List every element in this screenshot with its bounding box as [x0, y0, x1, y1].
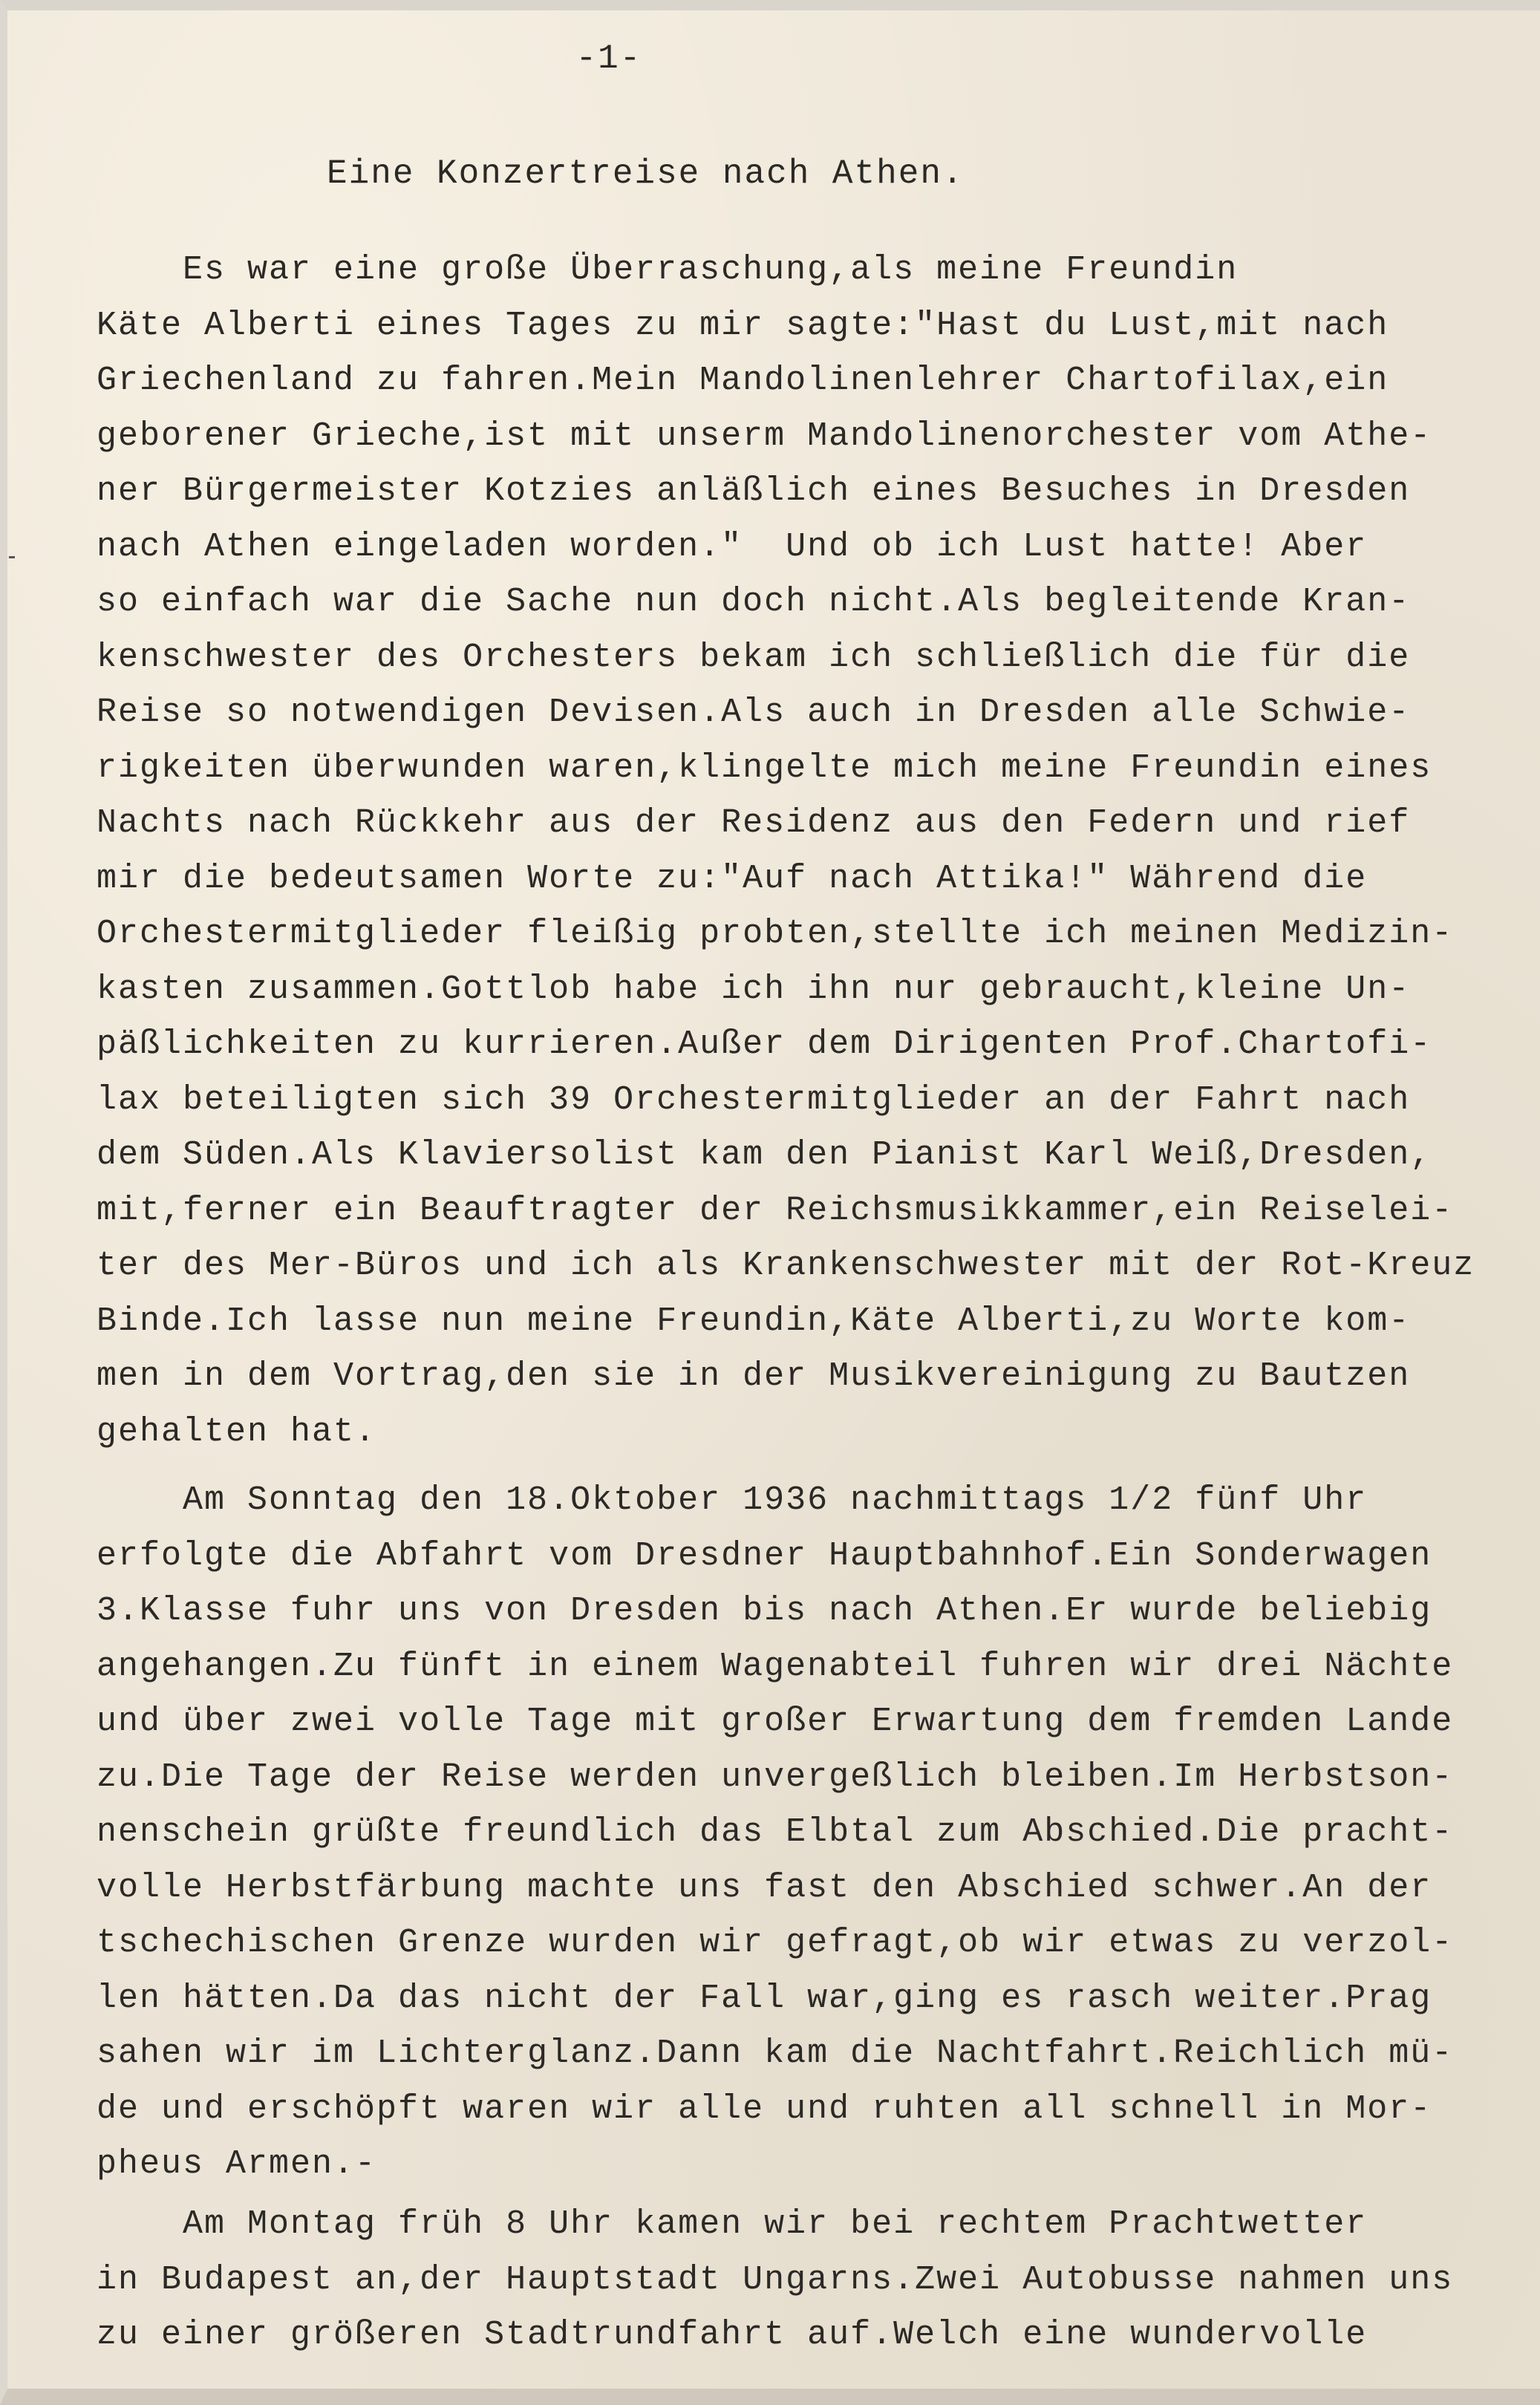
text-line: angehangen.Zu fünft in einem Wagenabteil fuhren wir drei Nächte	[97, 1647, 1454, 1686]
paragraph-1	[97, 243, 1537, 1460]
text-line: in Budapest an,der Hauptstadt Ungarns.Zwei Autobusse nahmen uns	[97, 2260, 1454, 2299]
text-line: Griechenland zu fahren.Mein Mandolinenlehrer Chartofilax,ein	[97, 362, 1389, 399]
text-line: so einfach war die Sache nun doch nicht.Als begleitende Kran-	[97, 583, 1411, 621]
text-line: 3.Klasse fuhr uns von Dresden bis nach Athen.Er wurde beliebig	[97, 1592, 1432, 1630]
text-line: Am Sonntag den 18.Oktober 1936 nachmittags 1/2 fünf Uhr	[97, 1481, 1368, 1519]
text-line: dem Süden.Als Klaviersolist kam den Pianist Karl Weiß,Dresden,	[97, 1136, 1432, 1174]
text-line: de und erschöpft waren wir alle und ruhten all schnell in Mor-	[97, 2089, 1432, 2128]
text-line: Es war eine große Überraschung,als meine Freundin	[97, 251, 1239, 289]
text-line: päßlichkeiten zu kurrieren.Außer dem Dirigenten Prof.Chartofi-	[97, 1025, 1432, 1063]
text-line: geborener Grieche,ist mit unserm Mandolinenorchester vom Athe-	[97, 417, 1432, 455]
text-line: und über zwei volle Tage mit großer Erwartung dem fremden Lande	[97, 1703, 1454, 1740]
margin-mark	[9, 556, 15, 558]
text-line: kenschwester des Orchesters bekam ich schließlich die für die	[97, 638, 1411, 676]
text-line: Reise so notwendigen Devisen.Als auch in Dresden alle Schwie-	[97, 694, 1411, 731]
text-line: nenschein grüßte freundlich das Elbtal zum Abschied.Die pracht-	[97, 1813, 1454, 1851]
page-number: -1-	[575, 39, 642, 78]
text-line: ner Bürgermeister Kotzies anläßlich eines Besuches in Dresden	[97, 472, 1411, 510]
document-title: Eine Konzertreise nach Athen.	[327, 154, 965, 193]
text-line: Am Montag früh 8 Uhr kamen wir bei rechtem Prachtwetter	[97, 2205, 1368, 2243]
text-line: lax beteiligten sich 39 Orchestermitglieder an der Fahrt nach	[97, 1080, 1411, 1119]
text-line: nach Athen eingeladen worden." Und ob ich Lust hatte! Aber	[97, 527, 1368, 566]
text-line: Orchestermitglieder fleißig probten,stellte ich meinen Medizin-	[97, 915, 1454, 953]
paragraph-3	[97, 2197, 1537, 2363]
text-line: mir die bedeutsamen Worte zu:"Auf nach Attika!" Während die	[97, 859, 1368, 898]
typewritten-page	[7, 10, 1540, 2389]
text-line: ter des Mer-Büros und ich als Krankenschwester mit der Rot-Kreuz	[97, 1247, 1475, 1285]
text-line: pheus Armen.-	[97, 2145, 377, 2183]
text-line: tschechischen Grenze wurden wir gefragt,ob wir etwas zu verzol-	[97, 1924, 1454, 1962]
text-line: rigkeiten überwunden waren,klingelte mich meine Freundin eines	[97, 748, 1432, 787]
text-line: kasten zusammen.Gottlob habe ich ihn nur gebraucht,kleine Un-	[97, 970, 1411, 1008]
text-line: zu einer größeren Stadtrundfahrt auf.Welch eine wundervolle	[97, 2316, 1368, 2354]
paragraph-2	[97, 1473, 1537, 2193]
text-line: men in dem Vortrag,den sie in der Musikvereinigung zu Bautzen	[97, 1357, 1411, 1395]
text-line: erfolgte die Abfahrt vom Dresdner Hauptbahnhof.Ein Sonderwagen	[97, 1536, 1432, 1575]
text-line: gehalten hat.	[97, 1412, 377, 1451]
text-line: Binde.Ich lasse nun meine Freundin,Käte Alberti,zu Worte kom-	[97, 1302, 1411, 1340]
text-line: volle Herbstfärbung machte uns fast den Abschied schwer.An der	[97, 1868, 1432, 1907]
text-line: len hätten.Da das nicht der Fall war,ging es rasch weiter.Prag	[97, 1979, 1432, 2017]
text-line: zu.Die Tage der Reise werden unvergeßlich bleiben.Im Herbstson-	[97, 1758, 1454, 1796]
text-line: sahen wir im Lichterglanz.Dann kam die Nachtfahrt.Reichlich mü-	[97, 2034, 1454, 2072]
text-line: mit,ferner ein Beauftragter der Reichsmusikkammer,ein Reiselei-	[97, 1191, 1454, 1230]
text-line: Nachts nach Rückkehr aus der Residenz aus den Federn und rief	[97, 804, 1411, 842]
text-line: Käte Alberti eines Tages zu mir sagte:"Hast du Lust,mit nach	[97, 306, 1389, 345]
